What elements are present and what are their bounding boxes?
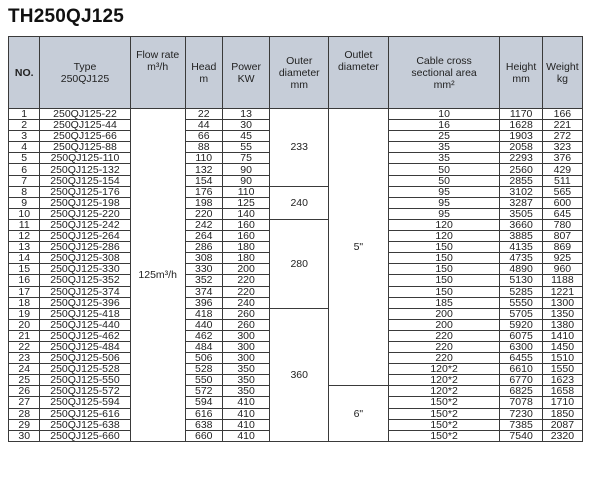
- cell-type: 250QJ125-352: [40, 275, 130, 286]
- cell-power: 90: [222, 175, 270, 186]
- cell-outlet-diameter: 6": [329, 386, 389, 441]
- cell-type: 250QJ125-66: [40, 131, 130, 142]
- cell-height: 2058: [500, 142, 542, 153]
- cell-no: 13: [9, 242, 40, 253]
- cell-outlet-diameter: 5": [329, 109, 389, 386]
- cell-cable-area: 150: [388, 275, 500, 286]
- cell-cable-area: 95: [388, 186, 500, 197]
- cell-type: 250QJ125-330: [40, 264, 130, 275]
- cell-head: 22: [185, 109, 222, 120]
- cell-no: 15: [9, 264, 40, 275]
- cell-cable-area: 220: [388, 330, 500, 341]
- cell-weight: 1710: [542, 397, 582, 408]
- header-power: [222, 37, 270, 109]
- cell-height: 6075: [500, 330, 542, 341]
- cell-height: 1170: [500, 109, 542, 120]
- cell-cable-area: 120: [388, 231, 500, 242]
- header-weight-line: Weight: [546, 60, 579, 73]
- header-outlet-line: diameter: [337, 61, 379, 73]
- cell-type: 250QJ125-528: [40, 364, 130, 375]
- cell-type: 250QJ125-440: [40, 319, 130, 330]
- cell-head: 484: [185, 341, 222, 352]
- cell-height: 1628: [500, 120, 542, 131]
- cell-type: 250QJ125-176: [40, 186, 130, 197]
- header-flow-line: m³/h: [147, 61, 169, 73]
- cell-cable-area: 35: [388, 153, 500, 164]
- header-no: NO.: [9, 37, 40, 109]
- cell-height: 4890: [500, 264, 542, 275]
- header-height: [500, 37, 542, 109]
- cell-head: 220: [185, 208, 222, 219]
- cell-weight: 2087: [542, 419, 582, 430]
- cell-head: 572: [185, 386, 222, 397]
- cell-power: 140: [222, 208, 270, 219]
- cell-head: 176: [185, 186, 222, 197]
- cell-head: 594: [185, 397, 222, 408]
- header-flow-rate: [130, 37, 185, 109]
- cell-type: 250QJ125-462: [40, 330, 130, 341]
- cell-power: 300: [222, 330, 270, 341]
- cell-outer-diameter: 240: [270, 186, 329, 219]
- cell-weight: 376: [542, 153, 582, 164]
- cell-no: 6: [9, 164, 40, 175]
- page-title: TH250QJ125: [8, 6, 125, 27]
- cell-type: 250QJ125-572: [40, 386, 130, 397]
- cell-weight: 1550: [542, 364, 582, 375]
- cell-weight: 1188: [542, 275, 582, 286]
- cell-weight: 1350: [542, 308, 582, 319]
- cell-no: 30: [9, 430, 40, 441]
- cell-weight: 1623: [542, 375, 582, 386]
- cell-height: 3287: [500, 197, 542, 208]
- cell-power: 410: [222, 430, 270, 441]
- cell-no: 7: [9, 175, 40, 186]
- cell-height: 6770: [500, 375, 542, 386]
- cell-cable-area: 150*2: [388, 397, 500, 408]
- cell-height: 6455: [500, 353, 542, 364]
- cell-type: 250QJ125-132: [40, 164, 130, 175]
- table-row: [9, 308, 583, 319]
- cell-height: 2855: [500, 175, 542, 186]
- cell-no: 4: [9, 142, 40, 153]
- cell-head: 330: [185, 264, 222, 275]
- cell-type: 250QJ125-638: [40, 419, 130, 430]
- cell-cable-area: 150: [388, 242, 500, 253]
- cell-no: 8: [9, 186, 40, 197]
- cell-head: 462: [185, 330, 222, 341]
- cell-power: 75: [222, 153, 270, 164]
- cell-cable-area: 185: [388, 297, 500, 308]
- cell-weight: 960: [542, 264, 582, 275]
- cell-height: 5550: [500, 297, 542, 308]
- cell-head: 132: [185, 164, 222, 175]
- cell-power: 240: [222, 297, 270, 308]
- cell-type: 250QJ125-88: [40, 142, 130, 153]
- cell-height: 2560: [500, 164, 542, 175]
- cell-height: 5130: [500, 275, 542, 286]
- cell-height: 1903: [500, 131, 542, 142]
- cell-head: 66: [185, 131, 222, 142]
- cell-height: 6825: [500, 386, 542, 397]
- cell-head: 264: [185, 231, 222, 242]
- header-type-line: 250QJ125: [60, 72, 110, 85]
- cell-height: 3660: [500, 219, 542, 230]
- cell-power: 350: [222, 386, 270, 397]
- cell-weight: 645: [542, 208, 582, 219]
- cell-head: 154: [185, 175, 222, 186]
- cell-cable-area: 25: [388, 131, 500, 142]
- cell-type: 250QJ125-242: [40, 219, 130, 230]
- table-row: [9, 186, 583, 197]
- cell-weight: 600: [542, 197, 582, 208]
- cell-height: 4735: [500, 253, 542, 264]
- cell-power: 410: [222, 408, 270, 419]
- cell-power: 30: [222, 120, 270, 131]
- header-power-line: KW: [237, 72, 255, 85]
- cell-height: 5920: [500, 319, 542, 330]
- cell-type: 250QJ125-264: [40, 231, 130, 242]
- cell-cable-area: 150*2: [388, 430, 500, 441]
- cell-no: 2: [9, 120, 40, 131]
- cell-cable-area: 150: [388, 264, 500, 275]
- cell-head: 110: [185, 153, 222, 164]
- cell-head: 550: [185, 375, 222, 386]
- cell-power: 410: [222, 397, 270, 408]
- cell-height: 6300: [500, 341, 542, 352]
- cell-head: 352: [185, 275, 222, 286]
- cell-no: 19: [9, 308, 40, 319]
- cell-type: 250QJ125-484: [40, 341, 130, 352]
- cell-no: 22: [9, 341, 40, 352]
- cell-head: 638: [185, 419, 222, 430]
- cell-head: 396: [185, 297, 222, 308]
- cell-power: 90: [222, 164, 270, 175]
- header-flow-line: Flow rate: [136, 49, 180, 61]
- cell-weight: 1510: [542, 353, 582, 364]
- cell-no: 17: [9, 286, 40, 297]
- cell-type: 250QJ125-154: [40, 175, 130, 186]
- pump-spec-table: [8, 36, 583, 442]
- cell-height: 3885: [500, 231, 542, 242]
- cell-head: 374: [185, 286, 222, 297]
- header-cable-line: mm²: [433, 78, 455, 91]
- cell-cable-area: 150*2: [388, 408, 500, 419]
- cell-weight: 565: [542, 186, 582, 197]
- cell-weight: 272: [542, 131, 582, 142]
- header-outer-line: diameter: [278, 66, 320, 79]
- cell-cable-area: 220: [388, 341, 500, 352]
- cell-type: 250QJ125-660: [40, 430, 130, 441]
- cell-no: 5: [9, 153, 40, 164]
- cell-power: 13: [222, 109, 270, 120]
- cell-power: 55: [222, 142, 270, 153]
- cell-head: 44: [185, 120, 222, 131]
- header-cable-area: [388, 37, 500, 109]
- cell-cable-area: 95: [388, 197, 500, 208]
- cell-power: 110: [222, 186, 270, 197]
- cell-height: 5285: [500, 286, 542, 297]
- cell-no: 11: [9, 219, 40, 230]
- header-type-line: Type: [73, 60, 97, 73]
- cell-no: 23: [9, 353, 40, 364]
- cell-no: 16: [9, 275, 40, 286]
- cell-power: 180: [222, 253, 270, 264]
- cell-height: 3102: [500, 186, 542, 197]
- cell-type: 250QJ125-506: [40, 353, 130, 364]
- cell-power: 300: [222, 341, 270, 352]
- header-height-line: mm: [512, 72, 530, 85]
- header-outlet-line: Outlet: [344, 49, 373, 61]
- cell-type: 250QJ125-396: [40, 297, 130, 308]
- cell-no: 9: [9, 197, 40, 208]
- cell-type: 250QJ125-418: [40, 308, 130, 319]
- cell-weight: 1658: [542, 386, 582, 397]
- cell-type: 250QJ125-550: [40, 375, 130, 386]
- cell-cable-area: 150: [388, 286, 500, 297]
- cell-weight: 1300: [542, 297, 582, 308]
- table-header-row: [9, 37, 583, 109]
- header-cable-line: Cable cross: [416, 54, 472, 67]
- header-head-line: m: [199, 72, 209, 85]
- cell-type: 250QJ125-594: [40, 397, 130, 408]
- cell-type: 250QJ125-198: [40, 197, 130, 208]
- cell-height: 6610: [500, 364, 542, 375]
- cell-power: 45: [222, 131, 270, 142]
- cell-head: 418: [185, 308, 222, 319]
- cell-power: 160: [222, 219, 270, 230]
- cell-no: 12: [9, 231, 40, 242]
- cell-no: 21: [9, 330, 40, 341]
- header-weight-line: kg: [556, 72, 568, 85]
- cell-no: 28: [9, 408, 40, 419]
- cell-weight: 1380: [542, 319, 582, 330]
- cell-cable-area: 16: [388, 120, 500, 131]
- cell-weight: 869: [542, 242, 582, 253]
- table-row: [9, 219, 583, 230]
- header-type: [40, 37, 130, 109]
- cell-flow-rate: 125m³/h: [130, 109, 185, 442]
- cell-cable-area: 120*2: [388, 364, 500, 375]
- cell-weight: 1850: [542, 408, 582, 419]
- header-outer-line: mm: [290, 78, 308, 91]
- cell-cable-area: 220: [388, 353, 500, 364]
- header-height-line: Height: [505, 60, 537, 73]
- cell-power: 260: [222, 319, 270, 330]
- cell-weight: 1221: [542, 286, 582, 297]
- cell-weight: 925: [542, 253, 582, 264]
- cell-no: 26: [9, 386, 40, 397]
- cell-cable-area: 95: [388, 208, 500, 219]
- cell-cable-area: 120: [388, 219, 500, 230]
- cell-power: 300: [222, 353, 270, 364]
- cell-type: 250QJ125-616: [40, 408, 130, 419]
- cell-weight: 807: [542, 231, 582, 242]
- cell-cable-area: 150: [388, 253, 500, 264]
- cell-power: 160: [222, 231, 270, 242]
- cell-power: 410: [222, 419, 270, 430]
- cell-power: 180: [222, 242, 270, 253]
- header-head-line: Head: [191, 60, 217, 73]
- cell-height: 7230: [500, 408, 542, 419]
- cell-no: 10: [9, 208, 40, 219]
- cell-power: 260: [222, 308, 270, 319]
- cell-no: 1: [9, 109, 40, 120]
- header-cable-line: sectional area: [411, 66, 477, 79]
- cell-height: 7540: [500, 430, 542, 441]
- cell-weight: 429: [542, 164, 582, 175]
- cell-no: 27: [9, 397, 40, 408]
- cell-type: 250QJ125-110: [40, 153, 130, 164]
- cell-weight: 2320: [542, 430, 582, 441]
- cell-outer-diameter: 360: [270, 308, 329, 441]
- cell-no: 18: [9, 297, 40, 308]
- cell-type: 250QJ125-22: [40, 109, 130, 120]
- cell-head: 286: [185, 242, 222, 253]
- cell-no: 3: [9, 131, 40, 142]
- cell-head: 528: [185, 364, 222, 375]
- header-head: [185, 37, 222, 109]
- cell-head: 616: [185, 408, 222, 419]
- cell-head: 308: [185, 253, 222, 264]
- cell-type: 250QJ125-374: [40, 286, 130, 297]
- header-outer-diameter: [270, 37, 329, 109]
- cell-head: 242: [185, 219, 222, 230]
- cell-height: 3505: [500, 208, 542, 219]
- cell-cable-area: 50: [388, 164, 500, 175]
- cell-type: 250QJ125-220: [40, 208, 130, 219]
- cell-outer-diameter: 233: [270, 109, 329, 187]
- cell-cable-area: 50: [388, 175, 500, 186]
- cell-power: 220: [222, 286, 270, 297]
- cell-type: 250QJ125-44: [40, 120, 130, 131]
- cell-cable-area: 120*2: [388, 375, 500, 386]
- header-power-line: Power: [231, 60, 261, 73]
- cell-weight: 780: [542, 219, 582, 230]
- cell-type: 250QJ125-308: [40, 253, 130, 264]
- cell-outer-diameter: 280: [270, 219, 329, 308]
- cell-height: 4135: [500, 242, 542, 253]
- cell-head: 88: [185, 142, 222, 153]
- cell-weight: 323: [542, 142, 582, 153]
- cell-weight: 511: [542, 175, 582, 186]
- cell-head: 198: [185, 197, 222, 208]
- cell-height: 7078: [500, 397, 542, 408]
- cell-weight: 166: [542, 109, 582, 120]
- cell-weight: 1450: [542, 341, 582, 352]
- cell-weight: 1410: [542, 330, 582, 341]
- header-weight: [542, 37, 582, 109]
- cell-cable-area: 200: [388, 308, 500, 319]
- cell-head: 440: [185, 319, 222, 330]
- cell-cable-area: 35: [388, 142, 500, 153]
- cell-no: 25: [9, 375, 40, 386]
- cell-power: 220: [222, 275, 270, 286]
- cell-cable-area: 200: [388, 319, 500, 330]
- cell-power: 350: [222, 364, 270, 375]
- cell-no: 24: [9, 364, 40, 375]
- table-row: [9, 109, 583, 120]
- cell-power: 350: [222, 375, 270, 386]
- cell-head: 506: [185, 353, 222, 364]
- cell-cable-area: 10: [388, 109, 500, 120]
- cell-height: 7385: [500, 419, 542, 430]
- cell-cable-area: 120*2: [388, 386, 500, 397]
- cell-weight: 221: [542, 120, 582, 131]
- cell-no: 29: [9, 419, 40, 430]
- cell-type: 250QJ125-286: [40, 242, 130, 253]
- cell-power: 200: [222, 264, 270, 275]
- cell-no: 20: [9, 319, 40, 330]
- table-body: [9, 109, 583, 442]
- cell-head: 660: [185, 430, 222, 441]
- header-outer-line: Outer: [286, 54, 313, 67]
- cell-height: 2293: [500, 153, 542, 164]
- cell-cable-area: 150*2: [388, 419, 500, 430]
- header-outlet-diameter: [329, 37, 389, 109]
- cell-power: 125: [222, 197, 270, 208]
- cell-no: 14: [9, 253, 40, 264]
- cell-height: 5705: [500, 308, 542, 319]
